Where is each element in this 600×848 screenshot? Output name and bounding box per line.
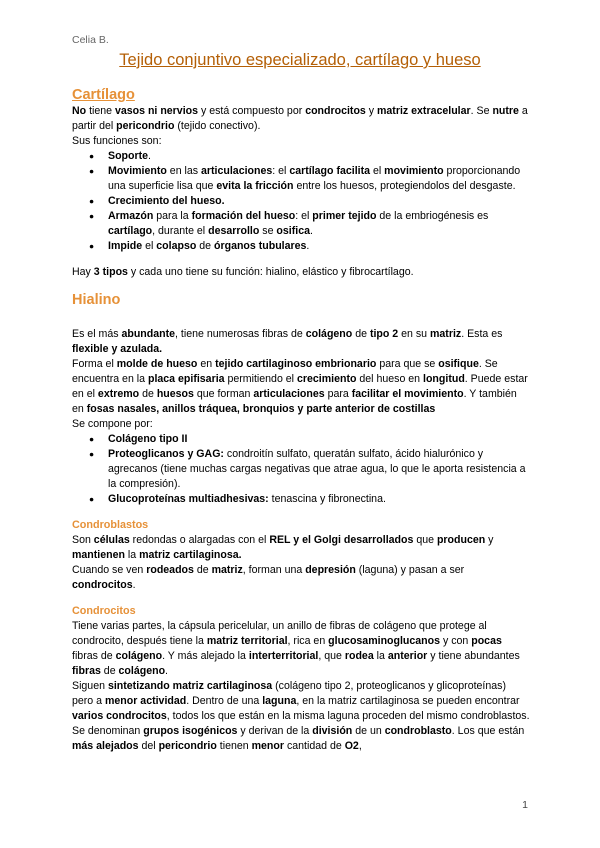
list-item: [108, 239, 530, 254]
text-run: la: [373, 650, 388, 662]
bold-text: colágeno: [115, 650, 163, 662]
bold-text: fosas nasales, anillos tráquea, bronquios y parte anterior de costillas: [86, 403, 436, 415]
text-run: cantidad de: [284, 740, 345, 752]
bold-text: evita la fricción: [216, 180, 294, 192]
bold-text: pocas: [471, 635, 502, 647]
text-run: Son: [72, 534, 94, 546]
text-run: ,: [358, 740, 362, 752]
bold-text: No: [72, 105, 87, 117]
bold-text: abundante: [121, 328, 176, 340]
list-item: [108, 164, 530, 194]
hialino-paragraph-1: [72, 327, 530, 357]
bold-text: colágeno: [118, 665, 166, 677]
text-run: de: [100, 665, 119, 677]
bold-text: 3 tipos: [93, 266, 128, 278]
text-run: , que: [318, 650, 345, 662]
bold-text: Armazón: [108, 210, 154, 222]
text-run: el: [142, 240, 157, 252]
list-item: [108, 149, 530, 164]
bold-text: nutre: [492, 105, 519, 117]
text-run: la: [124, 549, 140, 561]
bold-text: interterritorial: [248, 650, 319, 662]
bold-text: división: [312, 725, 353, 737]
text-run: para que se: [376, 358, 439, 370]
text-run: tiene: [86, 105, 115, 117]
text-run: .: [306, 240, 310, 252]
bold-text: fibras: [72, 665, 101, 677]
page-number: 1: [522, 799, 528, 811]
bold-text: menor: [251, 740, 285, 752]
text-run: que forman: [193, 388, 254, 400]
text-run: y cada uno tiene su función: hialino, elástico y fibrocartílago.: [127, 266, 414, 278]
text-run: . Esta es: [461, 328, 503, 340]
text-run: : el: [272, 165, 290, 177]
condroblastos-paragraph-2: [72, 563, 530, 593]
text-run: y: [485, 534, 494, 546]
bold-text: glucosaminoglucanos: [328, 635, 441, 647]
bold-text: más alejados: [72, 740, 139, 752]
bold-text: extremo: [97, 388, 140, 400]
text-run: para: [324, 388, 352, 400]
bold-text: articulaciones: [253, 388, 325, 400]
bold-text: huesos: [156, 388, 194, 400]
bold-text: molde de hueso: [116, 358, 198, 370]
bold-text: producen: [436, 534, 486, 546]
bold-text: longitud: [423, 373, 465, 385]
bold-text: osifique: [438, 358, 479, 370]
bold-text: matriz territorial: [206, 635, 288, 647]
text-run: . Los que están: [451, 725, 525, 737]
bold-text: matriz cartilaginosa.: [139, 549, 242, 561]
bold-text: pericondrio: [158, 740, 217, 752]
bold-text: sintetizando matriz cartilaginosa: [107, 680, 273, 692]
text-run: que: [413, 534, 437, 546]
bold-text: órganos tubulares: [214, 240, 307, 252]
condroblastos-paragraph-1: [72, 533, 530, 563]
text-run: Forma el: [72, 358, 117, 370]
bold-text: anterior: [387, 650, 428, 662]
section-heading-hialino: Hialino: [72, 292, 121, 308]
text-run: , en la matriz cartilaginosa se pueden encontrar: [296, 695, 520, 707]
bold-text: menor actividad: [104, 695, 187, 707]
text-run: (tejido conectivo).: [174, 120, 261, 132]
text-run: .: [148, 150, 151, 162]
bold-text: REL y el Golgi desarrollados: [269, 534, 414, 546]
text-run: (colágeno tipo 2, proteoglicanos y glicoproteínas) pero a: [72, 680, 506, 707]
bold-text: cartílago facilita: [289, 165, 371, 177]
bold-text: cartílago: [108, 225, 153, 237]
bold-text: condroblasto: [384, 725, 452, 737]
text-run: y derivan de la: [237, 725, 313, 737]
text-run: del: [138, 740, 159, 752]
bold-text: formación del hueso: [191, 210, 296, 222]
text-run: Siguen: [72, 680, 108, 692]
author-name: Celia B.: [72, 34, 109, 46]
section-heading-cartilago: Cartílago: [72, 87, 135, 103]
bold-text: matriz extracelular: [377, 105, 471, 117]
text-run: el: [370, 165, 385, 177]
text-run: y tiene abundantes: [427, 650, 520, 662]
bold-text: condrocitos: [72, 579, 133, 591]
text-run: , tiene numerosas fibras de: [175, 328, 306, 340]
list-item: [108, 194, 530, 209]
bold-text: crecimiento: [296, 373, 357, 385]
cartilago-types: [72, 265, 530, 280]
section-heading-condroblastos: Condroblastos: [72, 519, 149, 531]
bold-text: depresión: [305, 564, 356, 576]
text-run: en: [197, 358, 216, 370]
bold-text: O2: [344, 740, 359, 752]
condrocitos-paragraph-1: [72, 619, 530, 679]
bold-text: tejido cartilaginoso embrionario: [215, 358, 377, 370]
text-run: .: [132, 579, 136, 591]
text-run: . Y más alejado la: [162, 650, 249, 662]
bold-text: placa epifisaria: [147, 373, 225, 385]
text-run: redondas o alargadas con el: [129, 534, 270, 546]
text-run: . Dentro de una: [186, 695, 263, 707]
text-run: de: [196, 240, 214, 252]
text-run: Tiene varias partes, la cápsula pericelular, un anillo de fibras de colágeno que protege al condrocito, después tiene la: [72, 620, 487, 647]
functions-label: Sus funciones son:: [72, 135, 162, 147]
bold-text: facilitar el movimiento: [351, 388, 464, 400]
text-run: . Se: [470, 105, 493, 117]
bold-text: articulaciones: [201, 165, 273, 177]
bold-text: matriz: [211, 564, 243, 576]
bold-text: laguna: [262, 695, 297, 707]
text-run: entre los huesos, protegiendolos del desgaste.: [293, 180, 516, 192]
bold-text: Soporte: [108, 150, 149, 162]
text-run: a partir del: [72, 105, 528, 132]
text-run: de la embriogénesis es: [376, 210, 489, 222]
text-run: condroitín sulfato, queratán sulfato, ácido hialurónico y agrecanos (tiene muchas cargas negativas que atrae agua, lo que le aporta resistencia a la compresión).: [108, 448, 526, 490]
text-run: de: [139, 388, 157, 400]
bold-text: tipo 2: [369, 328, 399, 340]
bold-text: Proteoglicanos y GAG:: [108, 448, 224, 460]
text-run: fibras de: [72, 650, 116, 662]
bold-text: colágeno: [305, 328, 353, 340]
text-run: de: [352, 328, 370, 340]
text-run: tienen: [216, 740, 252, 752]
text-run: Es el más: [72, 328, 122, 340]
list-item: [108, 209, 530, 239]
document-title: Tejido conjuntivo especializado, cartílago y hueso: [119, 51, 481, 69]
bold-text: mantienen: [72, 549, 125, 561]
bold-text: condrocitos: [305, 105, 366, 117]
section-heading-condrocitos: Condrocitos: [72, 605, 136, 617]
bold-text: grupos isogénicos: [143, 725, 238, 737]
text-run: Cuando se ven: [72, 564, 147, 576]
bold-text: Colágeno tipo II: [108, 433, 188, 445]
bold-text: células: [93, 534, 130, 546]
bold-text: matriz: [430, 328, 462, 340]
cartilago-intro: [72, 104, 530, 134]
text-run: , todos los que están en la misma laguna proceden del mismo condroblastos. Se denominan: [72, 710, 530, 737]
text-run: en las: [166, 165, 202, 177]
text-run: (laguna) y pasan a ser: [355, 564, 465, 576]
bold-text: Crecimiento del hueso.: [108, 195, 225, 207]
text-run: .: [165, 665, 168, 677]
bold-text: rodeados: [146, 564, 194, 576]
list-item: [108, 447, 530, 492]
text-run: .: [309, 225, 313, 237]
text-run: y con: [440, 635, 472, 647]
bold-text: desarrollo: [208, 225, 260, 237]
text-run: , forman una: [242, 564, 306, 576]
text-run: del hueso en: [356, 373, 424, 385]
text-run: en su: [398, 328, 430, 340]
text-run: de un: [352, 725, 385, 737]
text-run: Hay: [72, 266, 94, 278]
functions-list: [72, 149, 530, 254]
bold-text: Glucoproteínas multiadhesivas:: [108, 493, 269, 505]
text-run: : el: [295, 210, 313, 222]
bold-text: colapso: [156, 240, 197, 252]
list-item: [108, 492, 530, 507]
text-run: proporcionando una superficie lisa que: [108, 165, 521, 192]
text-run: , durante el: [152, 225, 209, 237]
condrocitos-paragraph-2: [72, 679, 530, 754]
text-run: y está compuesto por: [198, 105, 306, 117]
text-run: . Se encuentra en la: [72, 358, 498, 385]
text-run: , rica en: [287, 635, 329, 647]
bold-text: osifica: [276, 225, 310, 237]
hialino-paragraph-2: [72, 357, 530, 417]
text-run: . Y también en: [72, 388, 517, 415]
list-item: [108, 432, 530, 447]
text-run: se: [259, 225, 277, 237]
bold-text: Impide: [108, 240, 143, 252]
composition-list: [72, 432, 530, 507]
text-run: de: [193, 564, 212, 576]
bold-text: Movimiento: [108, 165, 167, 177]
composition-label: Se compone por:: [72, 418, 153, 430]
bold-text: movimiento: [384, 165, 444, 177]
document-body: [72, 86, 530, 754]
bold-text: varios condrocitos: [72, 710, 167, 722]
text-run: . Puede estar en el: [72, 373, 528, 400]
bold-text: vasos ni nervios: [114, 105, 199, 117]
text-run: y: [365, 105, 377, 117]
text-run: tenascina y fibronectina.: [268, 493, 386, 505]
bold-text: pericondrio: [116, 120, 175, 132]
bold-text: flexible y azulada.: [72, 343, 163, 355]
text-run: para la: [153, 210, 192, 222]
bold-text: primer tejido: [312, 210, 377, 222]
text-run: permitiendo el: [224, 373, 297, 385]
bold-text: rodea: [344, 650, 374, 662]
